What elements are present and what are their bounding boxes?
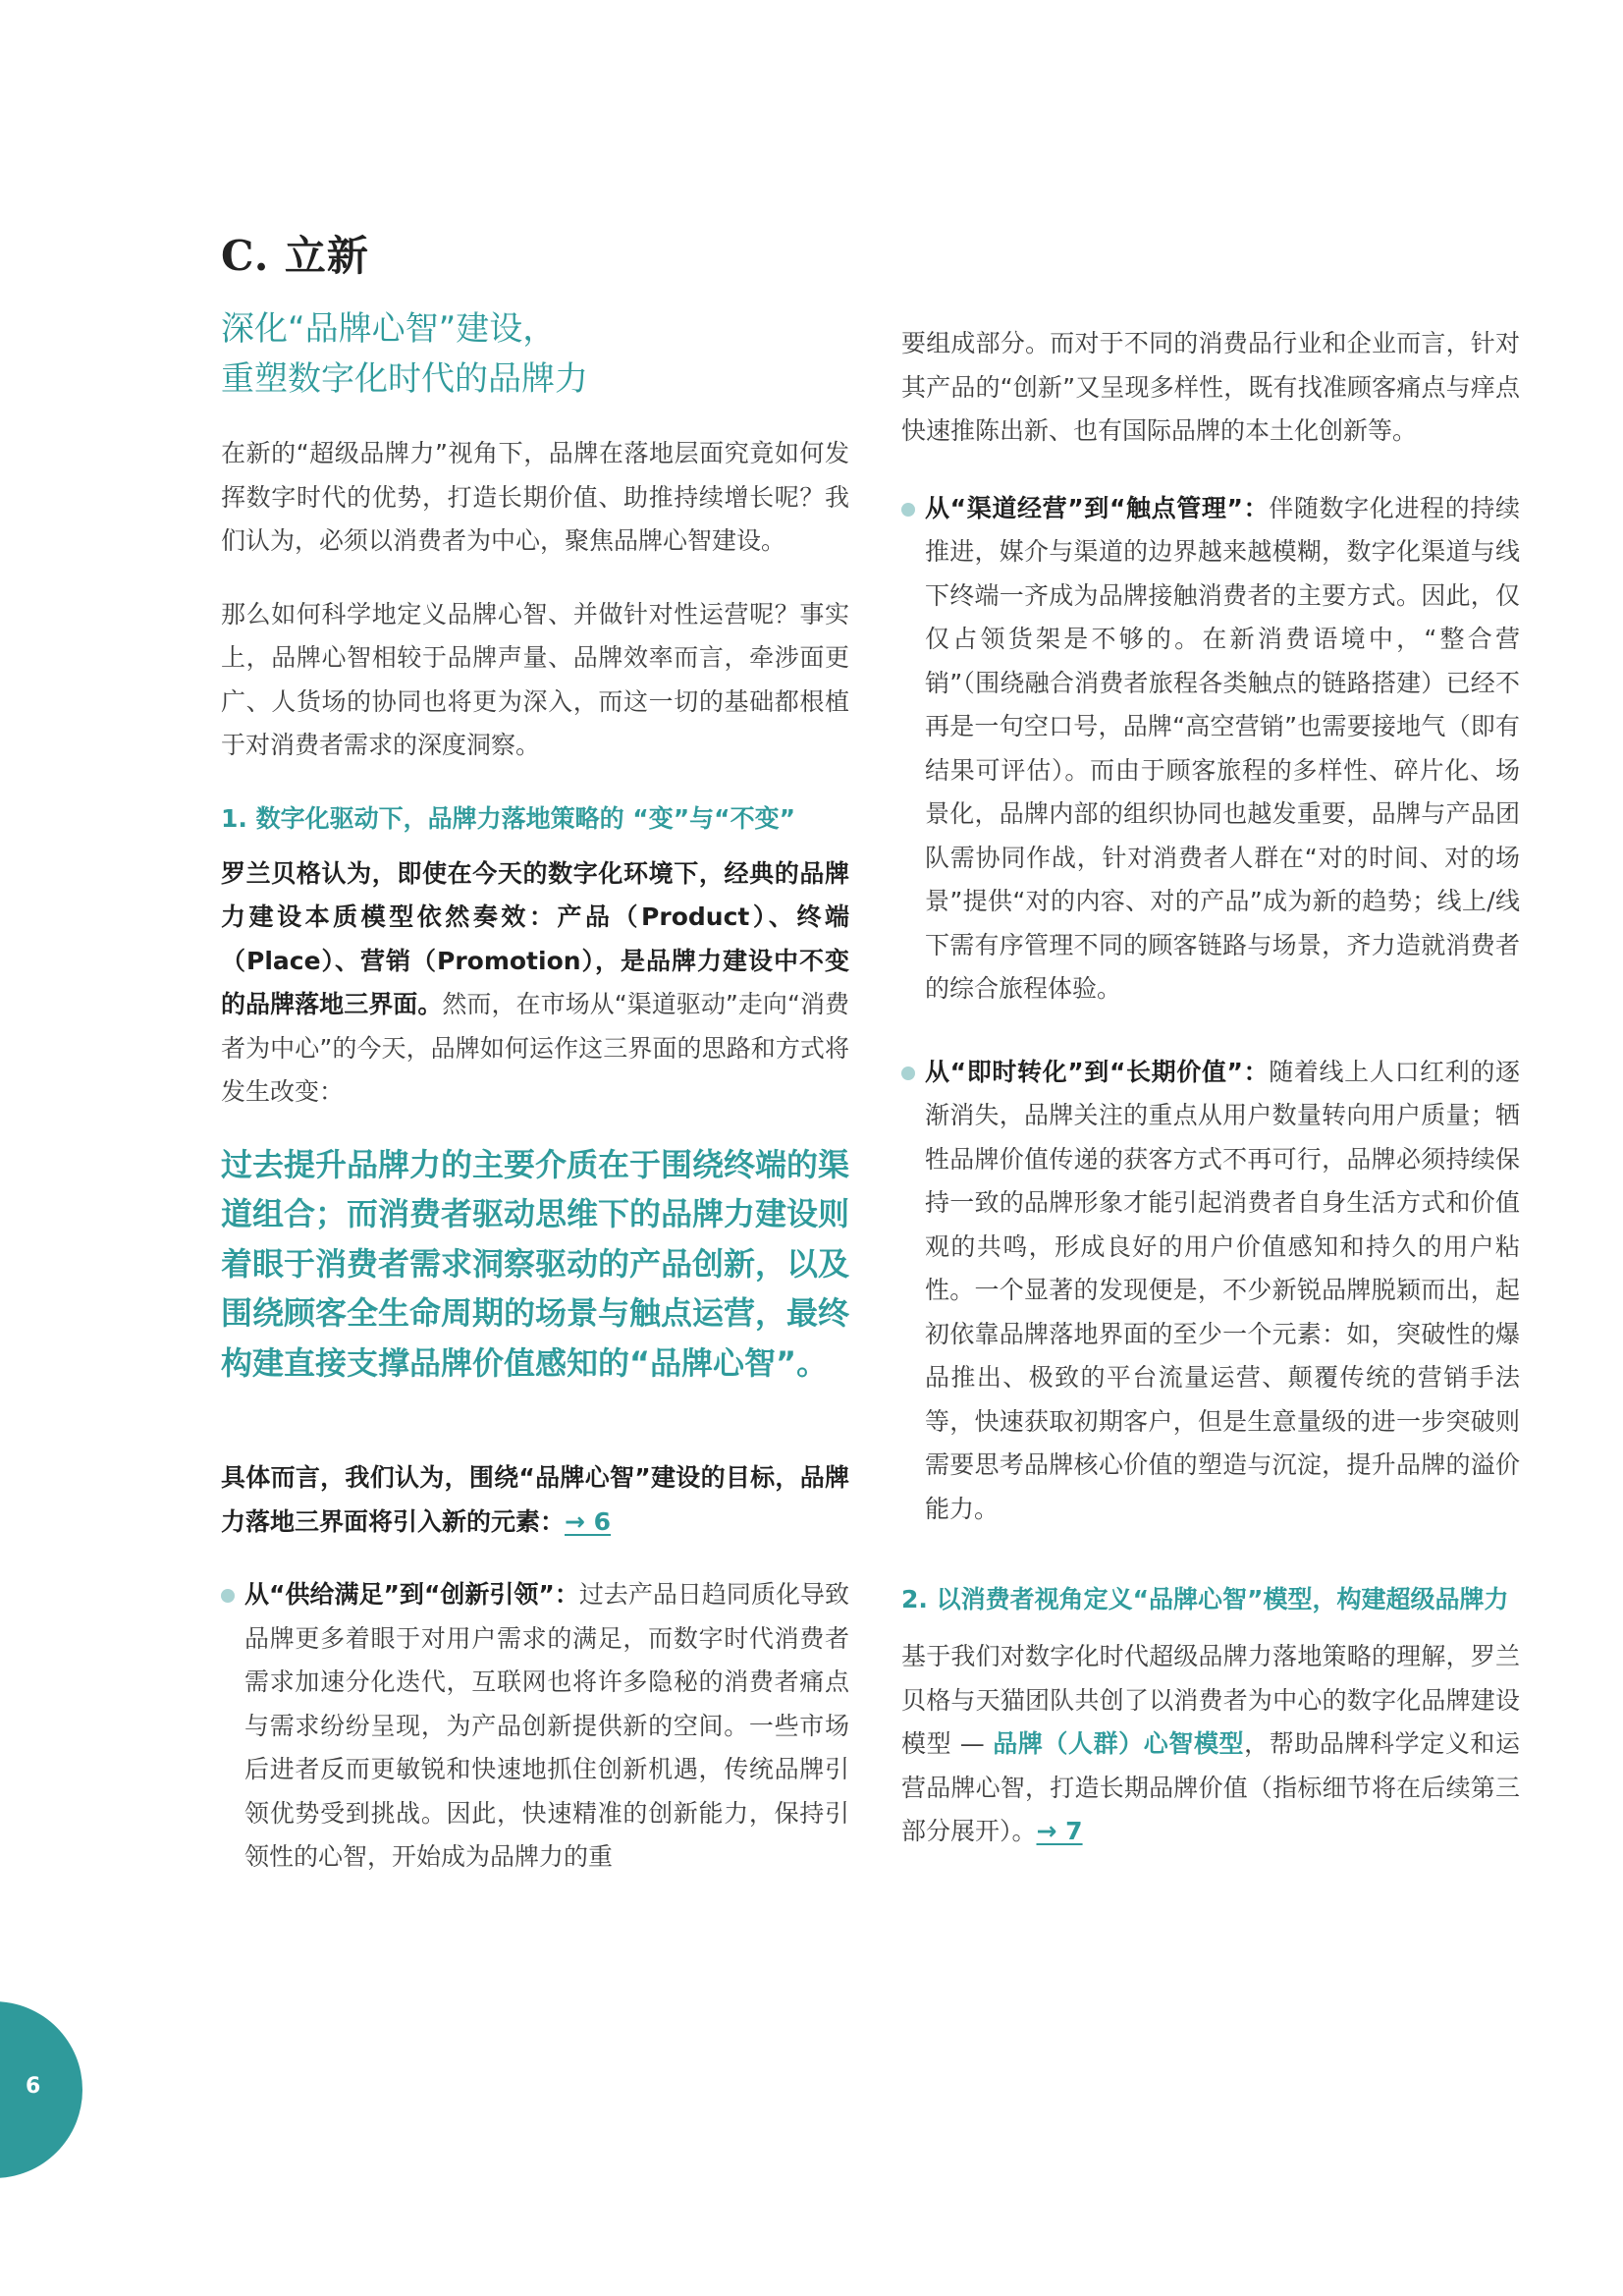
- heading-2: 2. 以消费者视角定义“品牌心智”模型，构建超级品牌力: [901, 1585, 1509, 1613]
- bullet-innovation: [221, 1573, 849, 1880]
- definition-paragraph: 那么如何科学地定义品牌心智、并做针对性运营呢？事实上，品牌心智相较于品牌声量、品牌效率而言，牵涉面更广、人货场的协同也将更为深入，而这一切的基础都根植于对消费者需求的深度洞察。: [221, 599, 849, 759]
- model-summary-a: 基于我们对数字化时代超级品牌力落地策略的理解，罗兰贝格与天猫团队共创了以消费者为中心的数字化品牌建设模型 —: [901, 1642, 1520, 1758]
- bullet-dot: [901, 503, 915, 517]
- bullet-touchpoint-body: 伴随数字化进程的持续推进，媒介与渠道的边界越来越模糊，数字化渠道与线下终端一齐成为品牌接触消费者的主要方式。因此，仅仅占领货架是不够的。在新消费语境中，“整合营销”（围绕融合消费者旅程各类触点的链路搭建）已经不再是一句空口号，品牌“高空营销”也需要接地气（即有结果可评估）。而由于顾客旅程的多样性、碎片化、场景化，品牌内部的组织协同也越发重要，品牌与产品团队需协同作战，针对消费者人群在“对的时间、对的场景”提供“对的内容、对的产品”成为新的趋势；线上/线下需有序管理不同的顾客链路与场景，齐力造就消费者的综合旅程体验。: [925, 493, 1520, 1003]
- bullet-touchpoint-title: 从“渠道经营”到“触点管理”：: [925, 493, 1270, 522]
- bullet-innovation-title: 从“供给满足”到“创新引领”：: [244, 1580, 579, 1609]
- heading-1: 1. 数字化驱动下，品牌力落地策略的 “变”与“不变”: [221, 803, 796, 833]
- bullet-long-term: [901, 1051, 1520, 1532]
- subtitle-line-2: 重塑数字化时代的品牌力: [221, 359, 588, 399]
- subtitle-line-1: 深化“品牌心智”建设，: [221, 309, 557, 349]
- model-name-highlight: 品牌（人群）心智模型: [993, 1729, 1245, 1758]
- bullet-long-term-title: 从“即时转化”到“长期价值”：: [925, 1057, 1270, 1086]
- figure-ref-6[interactable]: → 6: [565, 1506, 612, 1536]
- model-paragraph: [221, 852, 849, 1115]
- bullet-long-term-text: [925, 1051, 1520, 1532]
- model-paragraph-rest: 然而，在市场从“渠道驱动”走向“消费者为中心”的今天，品牌如何运作这三界面的思路和方式将发生改变：: [221, 990, 849, 1106]
- bullet-long-term-body: 随着线上人口红利的逐渐消失，品牌关注的重点从用户数量转向用户质量；牺牲品牌价值传递的获客方式不再可行，品牌必须持续保持一致的品牌形象才能引起消费者自身生活方式和价值观的共鸣，形成良好的用户价值感知和持久的用户粘性。一个显著的发现便是，不少新锐品牌脱颖而出，起初依靠品牌落地界面的至少一个元素：如，突破性的爆品推出、极致的平台流量运营、颠覆传统的营销手法等，快速获取初期客户，但是生意量级的进一步突破则需要思考品牌核心价值的塑造与沉淀，提升品牌的溢价能力。: [925, 1057, 1520, 1523]
- model-summary-paragraph: [901, 1635, 1520, 1854]
- new-elements-bold: 具体而言，我们认为，围绕“品牌心智”建设的目标，品牌力落地三界面将引入新的元素：: [221, 1463, 849, 1536]
- figure-ref-7[interactable]: → 7: [1036, 1817, 1083, 1845]
- right-column: [901, 322, 1520, 1854]
- model-paragraph-bold: 罗兰贝格认为，即使在今天的数字化环境下，经典的品牌力建设本质模型依然奏效：产品（Product）、终端（Place）、营销（Promotion），是品牌力建设中不变的品牌落地三界面。: [221, 858, 849, 1018]
- bullet-touchpoint-text: [925, 487, 1520, 1011]
- page-number-tab: [0, 2001, 82, 2178]
- page-number: 6: [26, 2074, 41, 2099]
- bullet-innovation-text: [244, 1573, 849, 1880]
- pull-quote: 过去提升品牌力的主要介质在于围绕终端的渠道组合；而消费者驱动思维下的品牌力建设则着眼于消费者需求洞察驱动的产品创新，以及围绕顾客全生命周期的场景与触点运营，最终构建直接支撑品牌价值感知的“品牌心智”。: [221, 1145, 850, 1382]
- intro-paragraph: 在新的“超级品牌力”视角下，品牌在落地层面究竟如何发挥数字时代的优势，打造长期价值、助推持续增长呢？我们认为，必须以消费者为中心，聚焦品牌心智建设。: [221, 439, 849, 555]
- new-elements-paragraph: [221, 1456, 849, 1544]
- section-title: C. 立新: [221, 232, 369, 280]
- bullet-dot: [901, 1066, 915, 1080]
- bullet-touchpoint: [901, 487, 1520, 1011]
- subtitle: [221, 304, 849, 405]
- bullet-innovation-body: 过去产品日趋同质化导致品牌更多着眼于对用户需求的满足，而数字时代消费者需求加速分化迭代，互联网也将许多隐秘的消费者痛点与需求纷纷呈现，为产品创新提供新的空间。一些市场后进者反而更敏锐和快速地抓住创新机遇，传统品牌引领优势受到挑战。因此，快速精准的创新能力，保持引领性的心智，开始成为品牌力的重: [244, 1580, 849, 1871]
- bullet-dot: [221, 1589, 235, 1603]
- model-summary-b: ，帮助品牌科学定义和运营品牌心智，打造长期品牌价值（指标细节将在后续第三部分展开）。: [901, 1729, 1520, 1845]
- continued-paragraph: 要组成部分。而对于不同的消费品行业和企业而言，针对其产品的“创新”又呈现多样性，既有找准顾客痛点与痒点快速推陈出新、也有国际品牌的本土化创新等。: [901, 329, 1520, 445]
- left-column: [221, 304, 849, 1909]
